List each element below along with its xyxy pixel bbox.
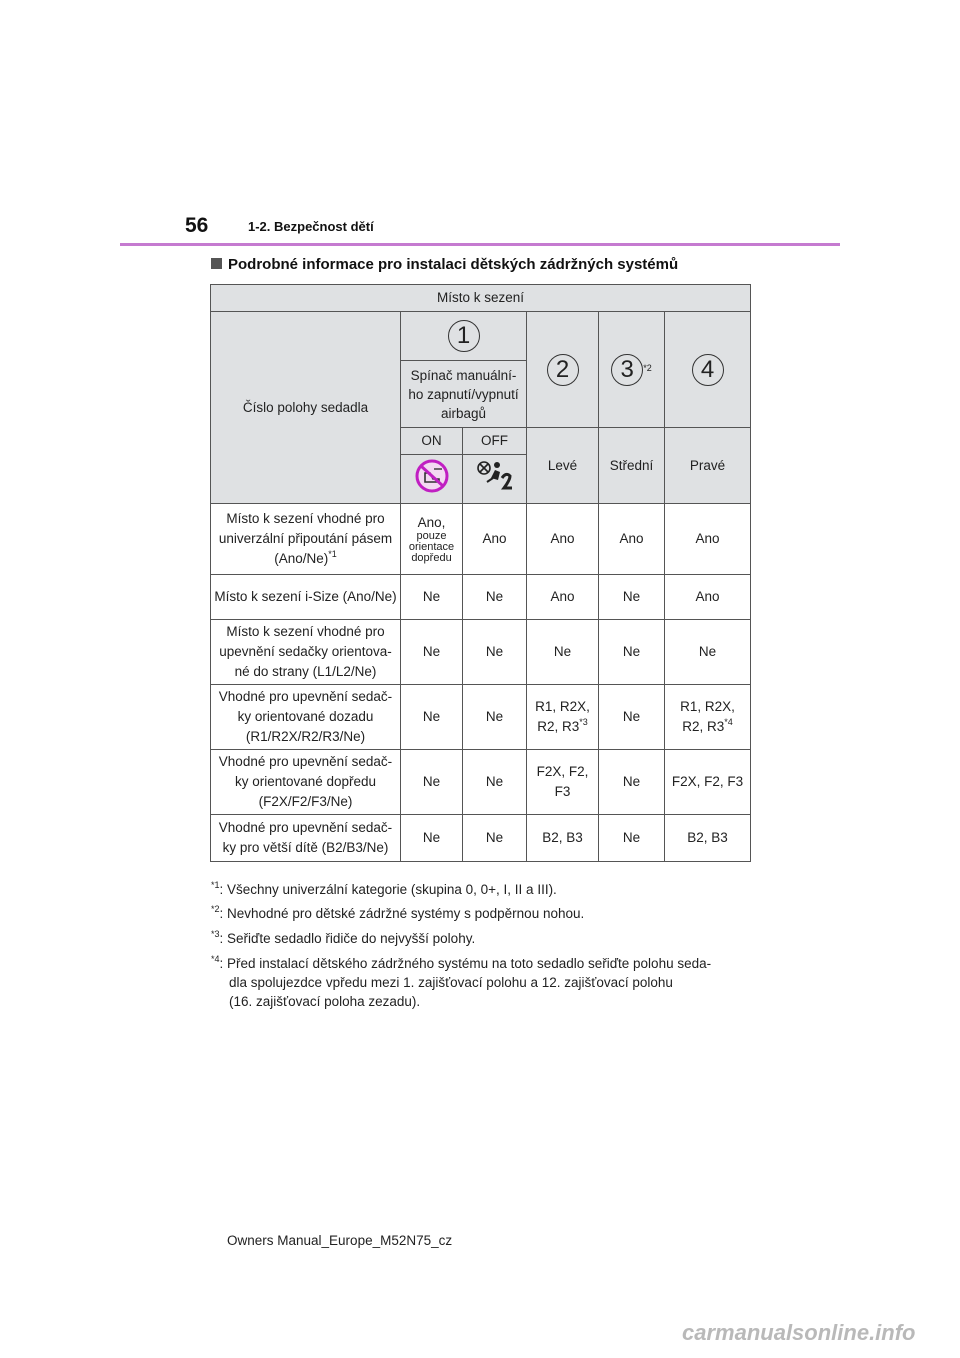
row-label: Vhodné pro upevnění sedač-ky orientované dopředu (F2X/F2/F3/Ne) (211, 750, 401, 815)
footnote-text: : Seřiďte sedadlo řidiče do nejvyšší polohy. (219, 931, 476, 946)
footnote-1 (211, 876, 756, 899)
footnote-2 (211, 900, 756, 923)
cell-left-text: R1, R2X, R2, R3 (535, 699, 590, 734)
footnote-text: : Před instalací dětského zádržného systému na toto sedadlo seřiďte polohu seda- (219, 956, 712, 971)
footnote-mark: *4 (724, 717, 733, 727)
subsection-title (211, 256, 678, 273)
cell-right (665, 685, 751, 750)
cell-on: Ne (401, 685, 463, 750)
cell-center: Ano (599, 504, 665, 575)
footnote-3 (211, 925, 756, 948)
table-row (211, 620, 751, 685)
circled-number: 2 (547, 354, 579, 386)
footnote-text: : Nevhodné pro dětské zádržné systémy s podpěrnou nohou. (219, 906, 585, 921)
cell-right: Ne (665, 620, 751, 685)
cell-on: Ne (401, 750, 463, 815)
cell-right: F2X, F2, F3 (665, 750, 751, 815)
cell-off: Ne (463, 575, 527, 620)
footnote-mark: *1 (328, 549, 337, 559)
footnote-continuation: dla spolujezdce vpředu mezi 1. zajišťovací polohu a 12. zajišťovací polohu (229, 975, 673, 990)
cell-off: Ne (463, 685, 527, 750)
row-label: Místo k sezení vhodné pro upevnění sedačky orientova-né do strany (L1/L2/Ne) (211, 620, 401, 685)
section-title: 1-2. Bezpečnost dětí (248, 219, 374, 234)
watermark: carmanualsonline.info (682, 1320, 916, 1345)
cell-on (401, 504, 463, 575)
seat-position-2 (527, 312, 599, 428)
row-label-text: Místo k sezení vhodné pro univerzální připoutání pásem (Ano/Ne) (218, 511, 393, 566)
row-label: Místo k sezení i-Size (Ano/Ne) (211, 575, 401, 620)
side-right-label: Pravé (665, 428, 751, 504)
child-seat-icon-cell (463, 455, 527, 504)
side-center-label: Střední (599, 428, 665, 504)
child-seat-icon (475, 458, 515, 494)
cell-center: Ne (599, 750, 665, 815)
cell-center: Ne (599, 815, 665, 862)
circled-number: 1 (448, 320, 480, 352)
cell-off: Ne (463, 815, 527, 862)
subsection-text: Podrobné informace pro instalaci dětských zádržných systémů (228, 256, 679, 273)
cell-on: Ne (401, 620, 463, 685)
cell-left: Ano (527, 575, 599, 620)
footnote-mark: *2 (211, 904, 220, 914)
switch-off-label: OFF (463, 428, 527, 455)
footnote-mark: *2 (643, 362, 652, 373)
side-left-label: Levé (527, 428, 599, 504)
header-rule (120, 243, 840, 246)
table-row (211, 685, 751, 750)
row-label: Vhodné pro upevnění sedač-ky pro větší dítě (B2/B3/Ne) (211, 815, 401, 862)
cell-left: B2, B3 (527, 815, 599, 862)
switch-on-label: ON (401, 428, 463, 455)
circled-number: 3 (611, 354, 643, 386)
cell-on: Ne (401, 815, 463, 862)
page-number: 56 (185, 214, 209, 237)
square-bullet-icon (211, 258, 222, 269)
footnote-mark: *1 (211, 880, 220, 890)
circled-number: 4 (692, 354, 724, 386)
seating-header: Místo k sezení (211, 285, 751, 312)
footnote-continuation: (16. zajišťovací poloha zezadu). (229, 994, 421, 1009)
cell-left: F2X, F2, F3 (527, 750, 599, 815)
table-row (211, 750, 751, 815)
cell-right-text: R1, R2X, R2, R3 (680, 699, 735, 734)
footnote-4 (211, 950, 756, 1011)
cell-right: B2, B3 (665, 815, 751, 862)
airbag-switch-label: Spínač manuální-ho zapnutí/vypnutí airbagů (401, 361, 527, 428)
row-label: Vhodné pro upevnění sedač-ky orientované dozadu (R1/R2X/R2/R3/Ne) (211, 685, 401, 750)
cell-on: Ne (401, 575, 463, 620)
seat-position-4 (665, 312, 751, 428)
cell-center: Ne (599, 620, 665, 685)
table-row (211, 815, 751, 862)
cell-center: Ne (599, 575, 665, 620)
cell-center: Ne (599, 685, 665, 750)
cell-left: Ne (527, 620, 599, 685)
seat-position-3 (599, 312, 665, 428)
document-name: Owners Manual_Europe_M52N75_cz (227, 1233, 453, 1248)
cell-off: Ne (463, 750, 527, 815)
cell-right: Ano (665, 575, 751, 620)
cell-on-sub: pouze orientace dopředu (408, 529, 455, 564)
row-label (211, 504, 401, 575)
airbag-off-icon-cell (401, 455, 463, 504)
cell-left: Ano (527, 504, 599, 575)
footnote-mark: *4 (211, 954, 220, 964)
table-row (211, 504, 751, 575)
footnote-text: : Všechny univerzální kategorie (skupina 0, 0+, I, II a III). (219, 882, 557, 897)
footnote-mark: *3 (579, 717, 588, 727)
seat-number-label: Číslo polohy sedadla (211, 312, 401, 504)
cell-right: Ano (665, 504, 751, 575)
table-row (211, 575, 751, 620)
seat-position-1 (401, 312, 527, 361)
cell-off: Ano (463, 504, 527, 575)
cell-on-main: Ano, (417, 514, 446, 530)
child-seat-table (210, 284, 751, 862)
cell-off: Ne (463, 620, 527, 685)
table-header-row (211, 285, 751, 312)
airbag-off-icon (412, 458, 452, 494)
table-row (211, 312, 751, 361)
footnote-mark: *3 (211, 929, 220, 939)
cell-left (527, 685, 599, 750)
